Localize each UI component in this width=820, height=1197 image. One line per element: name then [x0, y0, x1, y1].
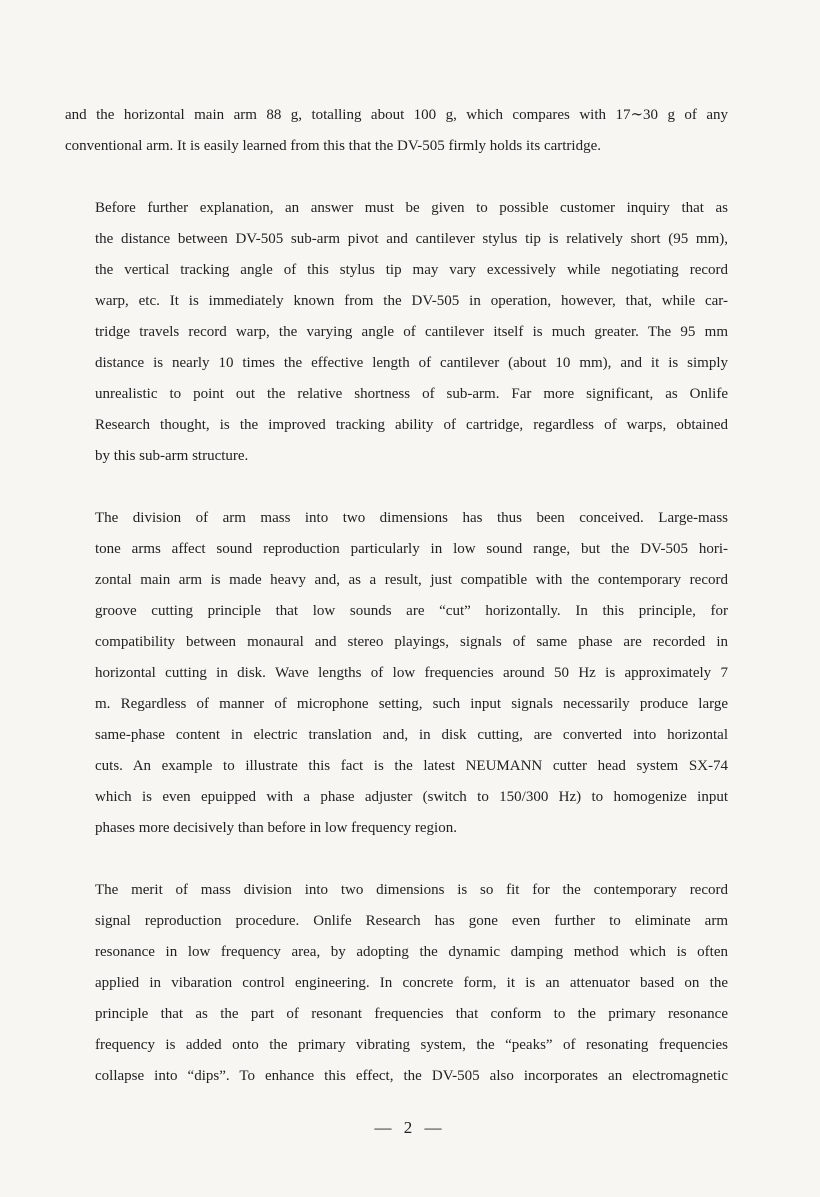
text-line: compatibility between monaural and stereo playings, signals of same phase are recorded in [95, 634, 728, 650]
text-line: horizontal cutting in disk. Wave lengths of low frequencies around 50 Hz is approximately 7 [95, 665, 728, 681]
text-line: resonance in low frequency area, by adopting the dynamic damping method which is often [95, 944, 728, 960]
text-line: Before further explanation, an answer must be given to possible customer inquiry that as [95, 200, 728, 216]
text-line: zontal main arm is made heavy and, as a result, just compatible with the contemporary record [95, 572, 728, 588]
text-line: the vertical tracking angle of this stylus tip may vary excessively while negotiating record [95, 262, 728, 278]
text-line: cuts. An example to illustrate this fact is the latest NEUMANN cutter head system SX-74 [95, 758, 728, 774]
text-line: tridge travels record warp, the varying angle of cantilever itself is much greater. The 95 mm [95, 324, 728, 340]
text-line: warp, etc. It is immediately known from the DV-505 in operation, however, that, while car- [95, 293, 728, 309]
text-line: principle that as the part of resonant frequencies that conform to the primary resonance [95, 1006, 728, 1022]
text-line: the distance between DV-505 sub-arm pivot and cantilever stylus tip is relatively short (95 mm), [95, 231, 728, 247]
text-line: applied in vibaration control engineering. In concrete form, it is an attenuator based on the [95, 975, 728, 991]
paragraph-arm-weight [65, 100, 728, 162]
text-line: signal reproduction procedure. Onlife Research has gone even further to eliminate arm [95, 913, 728, 929]
text-line: The division of arm mass into two dimensions has thus been conceived. Large-mass [95, 510, 728, 526]
text-line: The merit of mass division into two dimensions is so fit for the contemporary record [95, 882, 728, 898]
text-line: Research thought, is the improved tracking ability of cartridge, regardless of warps, obtained [95, 417, 728, 433]
text-line: same-phase content in electric translation and, in disk cutting, are converted into horizontal [95, 727, 728, 743]
text-line: frequency is added onto the primary vibrating system, the “peaks” of resonating frequencies [95, 1037, 728, 1053]
text-line: tone arms affect sound reproduction particularly in low sound range, but the DV-505 hori- [95, 541, 728, 557]
page-number: — 2 — [374, 1118, 446, 1137]
paragraph-mass-division [65, 503, 728, 844]
text-line: by this sub-arm structure. [95, 448, 249, 464]
text-line: conventional arm. It is easily learned from this that the DV-505 firmly holds its cartridge. [65, 138, 601, 154]
text-line: m. Regardless of manner of microphone setting, such input signals necessarily produce large [95, 696, 728, 712]
text-line: groove cutting principle that low sounds are “cut” horizontally. In this principle, for [95, 603, 728, 619]
paragraph-dynamic-damping [65, 875, 728, 1092]
text-line: unrealistic to point out the relative shortness of sub-arm. Far more significant, as Onlife [95, 386, 728, 402]
text-line: distance is nearly 10 times the effective length of cantilever (about 10 mm), and it is simply [95, 355, 728, 371]
text-line: which is even epuipped with a phase adjuster (switch to 150/300 Hz) to homogenize input [95, 789, 728, 805]
text-line: collapse into “dips”. To enhance this effect, the DV-505 also incorporates an electromagnetic [95, 1068, 728, 1084]
text-line: phases more decisively than before in low frequency region. [95, 820, 457, 836]
text-line: and the horizontal main arm 88 g, totalling about 100 g, which compares with 17∼30 g of any [65, 107, 728, 123]
paragraph-sub-arm-explanation [65, 193, 728, 472]
